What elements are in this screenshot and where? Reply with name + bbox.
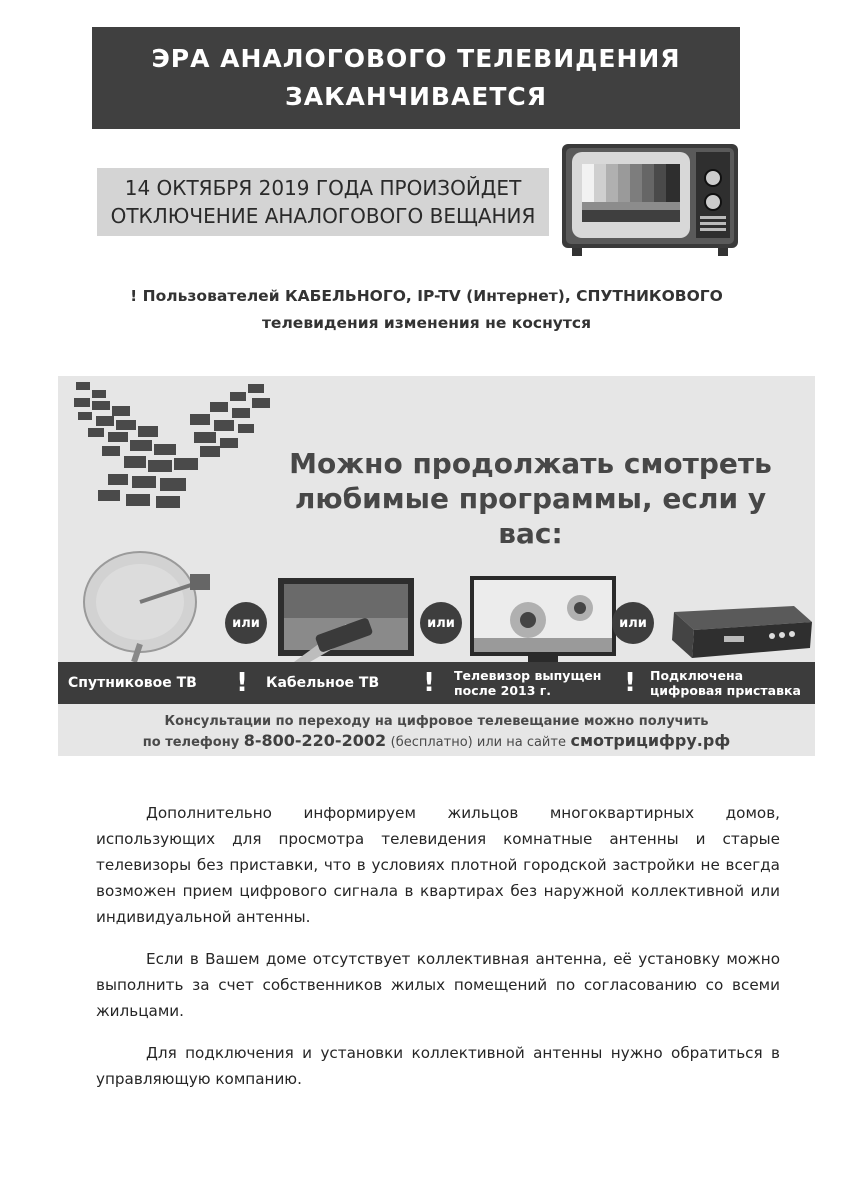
promo-title [258, 446, 803, 551]
body-paragraph-1: Дополнительно информируем жильцов многоквартирных домов, использующих для просмотра телевидения комнатные антенны и старые телевизоры без приставки, что в условиях плотной городской застройки не всегда возможен прием цифрового сигнала в квартирах без наружной коллективной или индивидуальной антенны. [96, 804, 780, 926]
exclamation-mark: ! [236, 668, 248, 698]
info-text [96, 800, 780, 1108]
hotline-phone-number: 8-800-220-2002 [243, 731, 387, 750]
exclamation-mark: ! [624, 668, 636, 698]
option-modern-tv-line-1: Телевизор выпущен [454, 668, 602, 683]
exclamation-mark: ! [423, 668, 435, 698]
headline-line-2: ЗАКАНЧИВАЕТСЯ [284, 82, 548, 111]
consult-line-1: Консультации по переходу на цифровое телевещание можно получить [164, 714, 709, 729]
option-modern-tv [454, 662, 618, 704]
consultation-info [58, 712, 815, 752]
or-separator-2: или [420, 602, 462, 644]
or-separator-1: или [225, 602, 267, 644]
website-link: смотрицифру.рф [570, 731, 731, 750]
promo-title-line-1: Можно продолжать смотреть [289, 447, 772, 480]
satellite-dish-icon [78, 544, 228, 662]
unaffected-users-notice [40, 283, 813, 337]
option-satellite-tv-label: Спутниковое ТВ [68, 674, 197, 691]
consult-free-text: (бесплатно) или на сайте [390, 735, 566, 750]
option-cable-tv-label: Кабельное ТВ [266, 674, 380, 691]
body-paragraph-2: Если в Вашем доме отсутствует коллективная антенна, её установку можно выполнить за счет собственников жилых помещений по согласованию со всеми жильцами. [96, 950, 780, 1020]
digital-tv-infographic [58, 376, 815, 756]
option-cable-tv [266, 662, 416, 704]
date-notice-line-2: ОТКЛЮЧЕНИЕ АНАЛОГОВОГО ВЕЩАНИЯ [110, 204, 536, 228]
option-set-top-box [650, 662, 812, 704]
options-label-bar [58, 662, 815, 704]
consult-prefix: по телефону [142, 735, 240, 750]
shutdown-date-notice [97, 168, 549, 236]
headline-line-1: ЭРА АНАЛОГОВОГО ТЕЛЕВИДЕНИЯ [151, 44, 681, 73]
notice-line-2: телевидения изменения не коснутся [261, 314, 592, 332]
option-set-top-box-line-1: Подключена [650, 668, 744, 683]
retro-tv-icon [560, 140, 740, 258]
option-set-top-box-line-2: цифровая приставка [650, 683, 801, 698]
digital-tv-logo [68, 378, 278, 513]
notice-line-1: ! Пользователей КАБЕЛЬНОГО, IP-TV (Интернет), СПУТНИКОВОГО [130, 287, 723, 305]
or-separator-3: или [612, 602, 654, 644]
consult-line-2 [58, 731, 815, 752]
option-satellite-tv [68, 662, 228, 704]
body-paragraph-3: Для подключения и установки коллективной антенны нужно обратиться в управляющую компанию. [96, 1044, 780, 1088]
cable-tv-icon [276, 574, 416, 662]
date-notice-line-1: 14 ОКТЯБРЯ 2019 ГОДА ПРОИЗОЙДЕТ [124, 176, 522, 200]
modern-tv-icon [468, 574, 618, 666]
promo-title-line-2: любимые программы, если у вас: [294, 482, 767, 550]
option-modern-tv-line-2: после 2013 г. [454, 683, 552, 698]
set-top-box-icon [654, 602, 812, 664]
headline-banner [92, 27, 740, 129]
